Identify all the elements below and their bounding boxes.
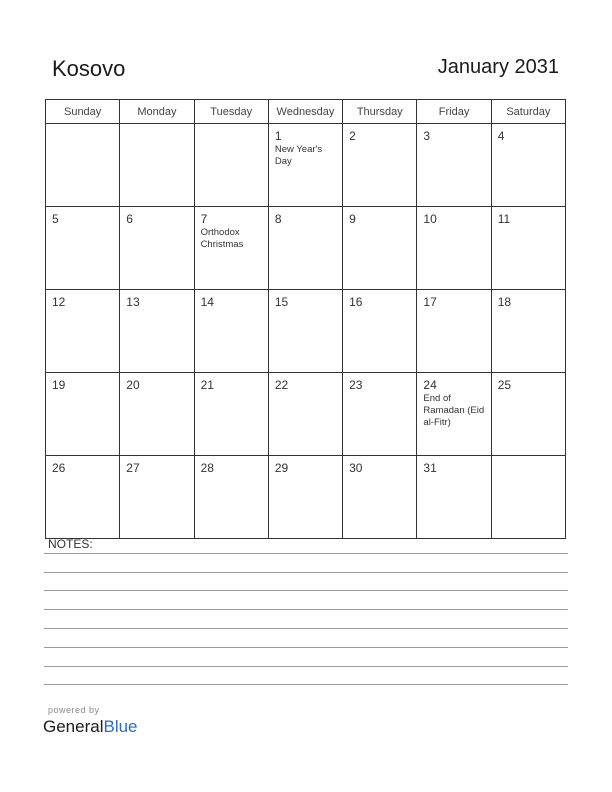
day-number: 27 — [126, 461, 140, 475]
day-cell — [343, 373, 417, 456]
day-number: 15 — [274, 295, 289, 309]
day-number: 22 — [274, 378, 289, 392]
holiday-label: End of Ramadan (Eid al-Fitr) — [423, 393, 485, 428]
day-cell — [343, 290, 417, 373]
day-number: 20 — [126, 378, 140, 392]
weekday-tuesday: Tuesday — [194, 100, 268, 124]
day-cell — [417, 207, 491, 290]
day-number: 14 — [200, 295, 214, 309]
day-number: 6 — [126, 212, 133, 226]
day-cell — [46, 124, 120, 207]
note-line — [44, 647, 568, 648]
day-cell — [417, 373, 491, 456]
day-cell — [268, 373, 342, 456]
day-number: 19 — [52, 378, 66, 392]
week-row — [46, 456, 566, 539]
day-cell — [268, 207, 342, 290]
day-cell — [46, 456, 120, 539]
day-cell — [268, 124, 342, 207]
day-cell — [417, 124, 491, 207]
note-line — [44, 666, 568, 667]
day-number: 5 — [52, 212, 59, 226]
weekday-sunday: Sunday — [46, 100, 120, 124]
day-cell — [46, 373, 120, 456]
day-number: 10 — [423, 212, 437, 226]
week-row — [46, 290, 566, 373]
note-line — [44, 572, 568, 573]
day-cell — [194, 290, 268, 373]
holiday-label: Orthodox Christmas — [200, 227, 244, 250]
day-number: 30 — [349, 461, 363, 475]
note-line — [44, 609, 568, 610]
day-number: 17 — [423, 295, 437, 309]
day-number: 18 — [497, 295, 512, 309]
day-number: 3 — [423, 129, 431, 143]
weekday-friday: Friday — [417, 100, 491, 124]
generalblue-logo — [43, 717, 138, 737]
day-number: 29 — [274, 461, 289, 475]
day-cell — [491, 456, 565, 539]
day-number: 13 — [126, 295, 140, 309]
calendar-grid — [45, 99, 566, 539]
day-cell — [194, 373, 268, 456]
day-number: 31 — [423, 461, 437, 475]
week-row — [46, 124, 566, 207]
day-number: 12 — [52, 295, 66, 309]
day-number: 28 — [200, 461, 214, 475]
day-cell — [120, 207, 194, 290]
day-cell — [268, 290, 342, 373]
day-number: 23 — [349, 378, 363, 392]
country-title: Kosovo — [52, 56, 126, 81]
month-year-title: January 2031 — [437, 56, 559, 78]
day-number: 26 — [52, 461, 66, 475]
brand-general: General — [43, 717, 104, 736]
weekday-header-row — [46, 100, 566, 124]
day-cell — [491, 290, 565, 373]
note-line — [44, 590, 568, 591]
day-cell — [194, 124, 268, 207]
notes-label: NOTES: — [48, 537, 93, 551]
day-cell — [491, 124, 565, 207]
day-cell — [120, 290, 194, 373]
weekday-thursday: Thursday — [343, 100, 417, 124]
day-number: 24 — [423, 378, 437, 392]
day-number: 4 — [497, 129, 505, 143]
note-line — [44, 684, 568, 685]
day-number: 8 — [274, 212, 282, 226]
day-cell — [417, 456, 491, 539]
week-row — [46, 207, 566, 290]
day-cell — [343, 207, 417, 290]
day-cell — [343, 456, 417, 539]
day-number: 16 — [349, 295, 363, 309]
holiday-label: New Year's Day — [274, 144, 323, 167]
week-row — [46, 373, 566, 456]
day-cell — [46, 290, 120, 373]
day-number: 7 — [200, 212, 208, 226]
day-cell — [120, 373, 194, 456]
day-number: 9 — [349, 212, 356, 226]
day-number: 25 — [497, 378, 512, 392]
powered-by-text: powered by — [48, 705, 100, 715]
day-cell — [194, 207, 268, 290]
day-cell — [417, 290, 491, 373]
day-cell — [268, 456, 342, 539]
note-line — [44, 553, 568, 554]
note-line — [44, 628, 568, 629]
day-cell — [491, 207, 565, 290]
day-number: 2 — [349, 129, 356, 143]
day-cell — [491, 373, 565, 456]
day-number: 1 — [274, 129, 282, 143]
day-number: 11 — [497, 212, 511, 226]
day-cell — [194, 456, 268, 539]
brand-blue: Blue — [103, 717, 138, 736]
weekday-saturday: Saturday — [491, 100, 565, 124]
day-cell — [343, 124, 417, 207]
day-cell — [46, 207, 120, 290]
day-number: 21 — [200, 378, 214, 392]
weekday-wednesday: Wednesday — [268, 100, 342, 124]
weekday-monday: Monday — [120, 100, 194, 124]
day-cell — [120, 124, 194, 207]
day-cell — [120, 456, 194, 539]
